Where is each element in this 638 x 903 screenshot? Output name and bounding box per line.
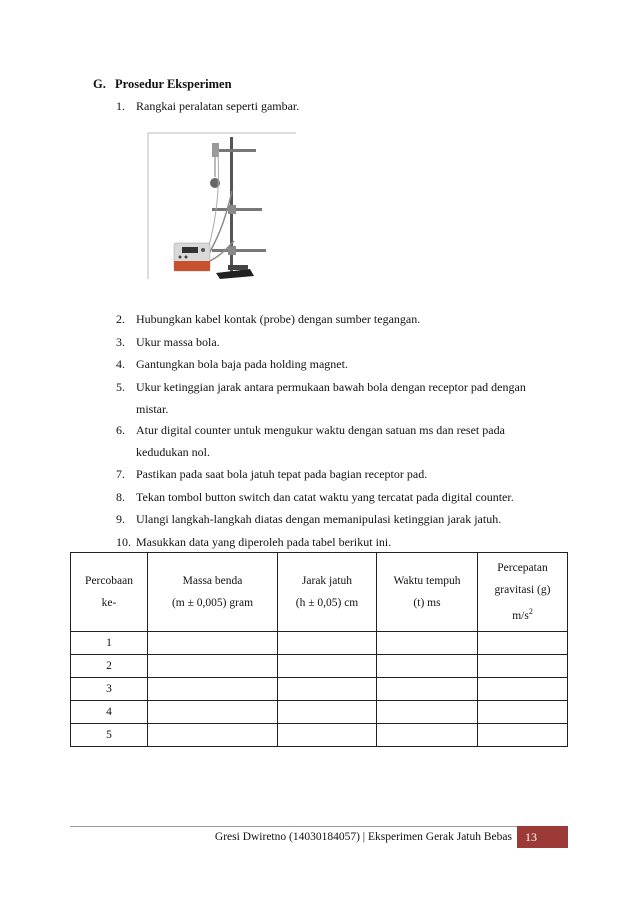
step-number: 5.	[116, 380, 125, 394]
step-number: 3.	[116, 335, 125, 349]
trial-number-cell: 3	[71, 678, 148, 701]
table-row	[71, 724, 568, 747]
step-text-continued: mistar.	[136, 402, 169, 416]
time-cell[interactable]	[377, 701, 478, 724]
procedure-step	[116, 512, 501, 526]
footer-divider	[70, 826, 568, 827]
gravity-cell[interactable]	[478, 655, 568, 678]
trial-number-cell: 2	[71, 655, 148, 678]
section-heading	[93, 77, 232, 92]
step-text: Rangkai peralatan seperti gambar.	[136, 99, 300, 113]
table-row	[71, 632, 568, 655]
table-row	[71, 678, 568, 701]
procedure-step	[116, 535, 391, 549]
mass-cell[interactable]	[148, 678, 278, 701]
mass-cell[interactable]	[148, 724, 278, 747]
column-header: Percobaan ke-	[71, 553, 148, 632]
step-text: Ukur massa bola.	[136, 335, 220, 349]
step-number: 8.	[116, 490, 125, 504]
section-title: Prosedur Eksperimen	[115, 77, 232, 91]
column-header: Jarak jatuh (h ± 0,05) cm	[278, 553, 377, 632]
step-text: Atur digital counter untuk mengukur waktu dengan satuan ms dan reset pada	[136, 423, 505, 437]
height-cell[interactable]	[278, 655, 377, 678]
procedure-step	[116, 380, 526, 416]
procedure-step	[116, 490, 514, 504]
table-row	[71, 701, 568, 724]
procedure-step	[116, 357, 348, 371]
height-cell[interactable]	[278, 632, 377, 655]
time-cell[interactable]	[377, 678, 478, 701]
page-number: 13	[517, 826, 568, 848]
step-number: 10.	[116, 535, 131, 549]
step-number: 9.	[116, 512, 125, 526]
mass-cell[interactable]	[148, 632, 278, 655]
time-cell[interactable]	[377, 724, 478, 747]
step-number: 7.	[116, 467, 125, 481]
step-text: Gantungkan bola baja pada holding magnet.	[136, 357, 348, 371]
procedure-step	[116, 467, 427, 481]
table-header-row	[71, 553, 568, 632]
gravity-cell[interactable]	[478, 678, 568, 701]
height-cell[interactable]	[278, 678, 377, 701]
mass-cell[interactable]	[148, 701, 278, 724]
column-header: Massa benda (m ± 0,005) gram	[148, 553, 278, 632]
footer-text: Gresi Dwiretno (14030184057) | Eksperimen Gerak Jatuh Bebas	[214, 831, 512, 843]
step-text: Pastikan pada saat bola jatuh tepat pada bagian receptor pad.	[136, 467, 428, 481]
table-row	[71, 655, 568, 678]
gravity-cell[interactable]	[478, 724, 568, 747]
trial-number-cell: 4	[71, 701, 148, 724]
step-text: Hubungkan kabel kontak (probe) dengan sumber tegangan.	[136, 312, 421, 326]
trial-number-cell: 5	[71, 724, 148, 747]
procedure-step	[116, 312, 420, 326]
procedure-step	[116, 423, 505, 459]
data-table	[70, 552, 568, 747]
step-number: 6.	[116, 423, 125, 437]
section-letter: G.	[93, 77, 106, 91]
step-text: Masukkan data yang diperoleh pada tabel berikut ini.	[136, 535, 392, 549]
step-text: Tekan tombol button switch dan catat waktu yang tercatat pada digital counter.	[136, 490, 514, 504]
time-cell[interactable]	[377, 655, 478, 678]
step-text: Ulangi langkah-langkah diatas dengan memanipulasi ketinggian jarak jatuh.	[136, 512, 502, 526]
free-fall-apparatus-illustration	[146, 131, 296, 281]
step-text: Ukur ketinggian jarak antara permukaan bawah bola dengan receptor pad dengan	[136, 380, 526, 394]
step-text-continued: kedudukan nol.	[136, 445, 210, 459]
step-number: 4.	[116, 357, 125, 371]
step-number: 1.	[116, 99, 125, 113]
time-cell[interactable]	[377, 632, 478, 655]
gravity-cell[interactable]	[478, 632, 568, 655]
apparatus-image	[146, 131, 296, 281]
height-cell[interactable]	[278, 701, 377, 724]
step-number: 2.	[116, 312, 125, 326]
procedure-step	[116, 335, 220, 349]
trial-number-cell: 1	[71, 632, 148, 655]
gravity-cell[interactable]	[478, 701, 568, 724]
column-header: Percepatan gravitasi (g) $m/s^2$	[478, 553, 568, 632]
height-cell[interactable]	[278, 724, 377, 747]
column-header: Waktu tempuh (t) ms	[377, 553, 478, 632]
procedure-step	[116, 99, 299, 113]
mass-cell[interactable]	[148, 655, 278, 678]
